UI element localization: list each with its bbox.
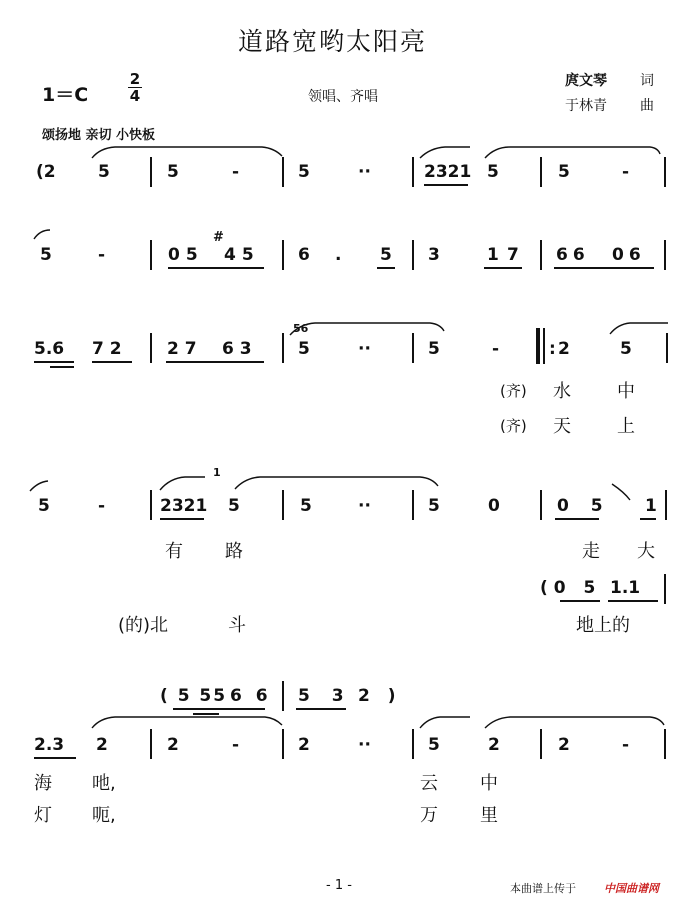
note: 2 (558, 339, 570, 359)
note: 7 (507, 245, 519, 265)
note: 05 (168, 245, 204, 265)
slur (612, 484, 630, 500)
note: 6 3 (222, 339, 252, 359)
note: 2 (167, 735, 179, 755)
performance-mode: 领唱、齐唱 (308, 89, 378, 105)
lyricist-name: 庹文琴 (565, 73, 607, 89)
paren-note: 1.1 (610, 578, 641, 598)
note: 5 (558, 162, 570, 182)
note: 5 (167, 162, 179, 182)
lyric: 水 (553, 381, 571, 402)
slur (420, 147, 470, 158)
slur (485, 717, 664, 728)
note: 7 2 (92, 339, 122, 359)
note: 1 (487, 245, 499, 265)
note: - (98, 245, 106, 265)
lyric: 天 (553, 416, 571, 437)
paren-note: 6 6 (230, 686, 272, 706)
key-signature: 1＝C (42, 84, 89, 106)
note: 66 (556, 245, 590, 265)
lyric: 地上的 (576, 615, 630, 636)
slur (92, 717, 282, 728)
lyric: 走 (582, 541, 600, 562)
slur (610, 323, 668, 334)
paren-note: 5 3 (298, 686, 352, 706)
note: 06 (612, 245, 646, 265)
time-sig-bottom: 4 (129, 87, 141, 105)
note: 2 7 (167, 339, 197, 359)
site-logo: 中国曲谱网 (604, 882, 659, 895)
note: - (232, 162, 240, 182)
note: - (622, 162, 630, 182)
note: - (232, 735, 240, 755)
note: 5 (428, 735, 440, 755)
note: 1 (645, 496, 657, 516)
composer-name: 于林青 (565, 98, 607, 114)
lyric: 里 (480, 805, 498, 826)
note: 3 (428, 245, 440, 265)
lyric: 路 (225, 541, 243, 562)
lyricist-role: 词 (640, 73, 654, 89)
time-sig-top: 2 (129, 70, 141, 88)
slur (34, 230, 50, 239)
note: 5 (38, 496, 50, 516)
note: - (98, 496, 106, 516)
note: 5 (428, 339, 440, 359)
composer-role: 曲 (640, 98, 654, 114)
note: 0 (488, 496, 500, 516)
repeat-dots: : (549, 339, 556, 359)
note: 45 (224, 245, 260, 265)
lyric: 有 (165, 541, 183, 562)
lyric: 斗 (228, 615, 246, 636)
note: 2321 (160, 496, 208, 516)
note: 2 (488, 735, 500, 755)
note: 2321 (424, 162, 472, 182)
note: ·· (358, 339, 371, 359)
note: 2 (298, 735, 310, 755)
slur (290, 323, 444, 335)
lyric: 万 (420, 805, 438, 826)
lyric: 灯 (34, 805, 52, 826)
lyric-tag: (齐) (500, 417, 527, 435)
note: 5 (98, 162, 110, 182)
paren-note: 2 ) (358, 686, 402, 706)
lyric: 云 (420, 773, 438, 794)
note: . (335, 245, 342, 265)
sharp-sign: # (213, 230, 224, 245)
song-title: 道路宽哟太阳亮 (238, 27, 428, 56)
slur (235, 477, 438, 489)
note: 5 (380, 245, 392, 265)
slur (92, 147, 282, 158)
lyric: 吔, (92, 773, 116, 794)
note: - (622, 735, 630, 755)
paren-note: ( 5 55 (160, 686, 228, 706)
lyric: 海 (34, 773, 52, 794)
page-number: - 1 - (326, 878, 352, 893)
note: 5 (300, 496, 312, 516)
slur (160, 477, 205, 490)
note: 5 (298, 162, 310, 182)
tempo-marking: 颂扬地 亲切 小快板 (42, 128, 156, 143)
note: 5 (487, 162, 499, 182)
slur (30, 481, 48, 491)
note: 0 5 (557, 496, 611, 516)
lyric: 中 (617, 381, 635, 402)
lyric-tag: (齐) (500, 382, 527, 400)
note: 2 (558, 735, 570, 755)
note: ·· (358, 496, 371, 516)
grace-note: 56 (293, 322, 309, 335)
paren-note: (0 5 (540, 578, 602, 598)
note: 2 (96, 735, 108, 755)
note: 5.6 (34, 339, 65, 359)
lyric: 中 (480, 773, 498, 794)
lyric: 大 (637, 541, 655, 562)
note: 5 (428, 496, 440, 516)
lyric: 呃, (92, 805, 116, 826)
note: - (492, 339, 500, 359)
note: (2 (36, 162, 56, 182)
lyric: 上 (617, 416, 635, 437)
note: 5 (620, 339, 632, 359)
grace-note: 1 (213, 466, 221, 479)
lyric: (的)北 (118, 615, 169, 636)
note: 5 (298, 339, 310, 359)
note: 5 (40, 245, 52, 265)
slur (485, 147, 660, 158)
slur (420, 717, 470, 728)
note: ·· (358, 735, 371, 755)
note: 5 (228, 496, 240, 516)
note: 2.3 (34, 735, 65, 755)
note: ·· (358, 162, 371, 182)
note: 6 (298, 245, 310, 265)
upload-note: 本曲谱上传于 (510, 882, 576, 895)
